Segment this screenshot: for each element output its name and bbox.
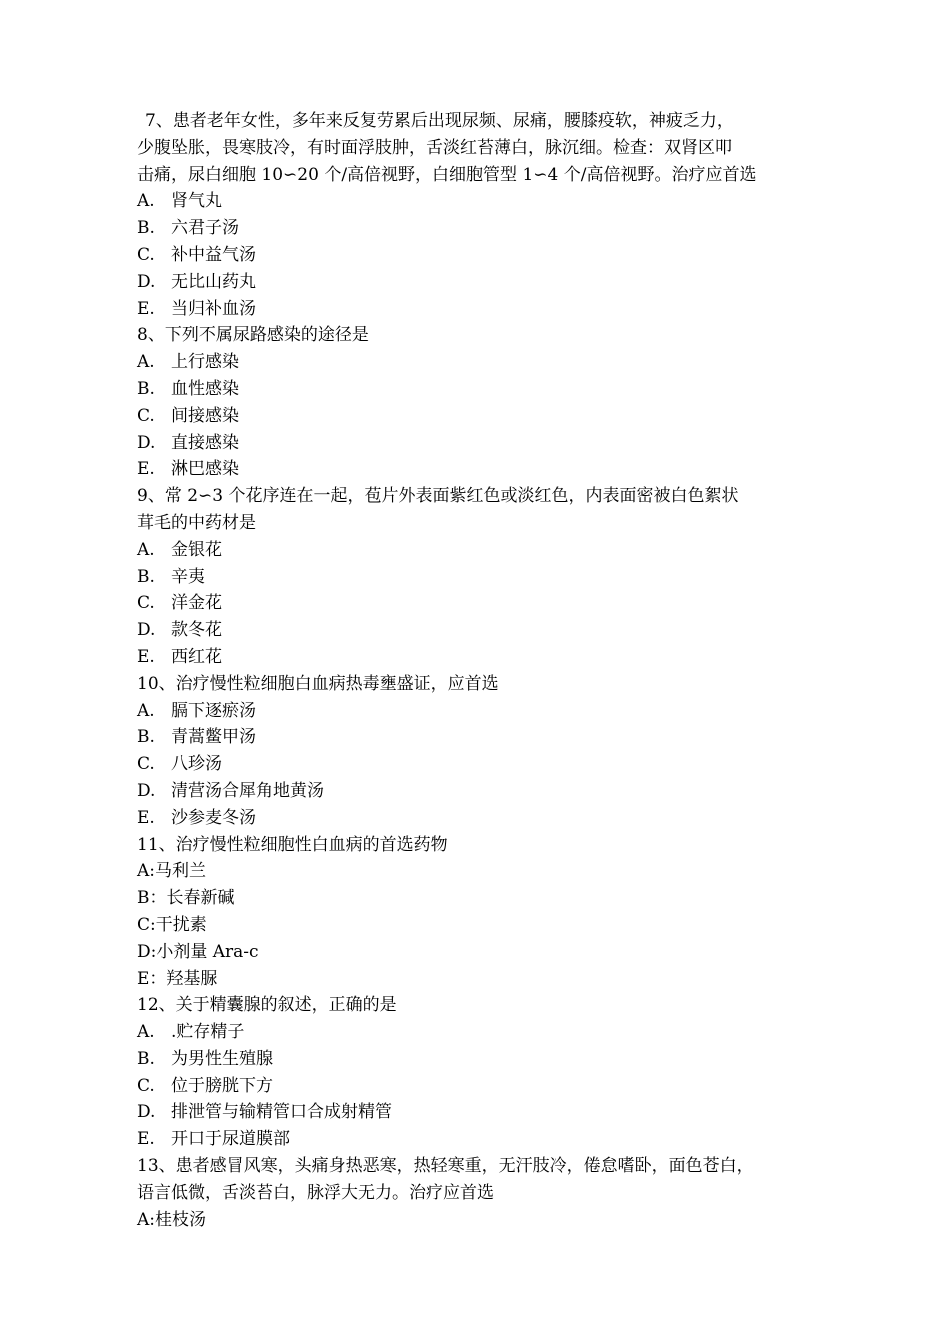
question-stem: 7、患者老年女性，多年来反复劳累后出现尿频、尿痛，腰膝疫软，神疲乏力，	[145, 111, 734, 131]
option-text: 金银花	[171, 539, 222, 560]
option-text: 无比山药丸	[171, 271, 256, 292]
option-text: 肾气丸	[171, 191, 222, 212]
option-text: 膈下逐瘀汤	[171, 700, 256, 721]
option-letter: C.	[137, 405, 155, 426]
option-b	[137, 885, 837, 912]
option-letter: E.	[137, 459, 155, 480]
option-b	[137, 1046, 837, 1073]
option-letter: A.	[137, 539, 155, 560]
option-text: 位于膀胱下方	[171, 1075, 273, 1096]
option-text: 六君子汤	[171, 218, 239, 239]
option-c	[137, 1073, 837, 1100]
option-letter: D.	[137, 432, 156, 453]
option-text: 马利兰	[155, 861, 207, 882]
question-stem: 语言低微，舌淡苔白，脉浮大无力。治疗应首选	[137, 1182, 494, 1203]
option-b	[137, 724, 837, 751]
option-text: 当归补血汤	[171, 298, 256, 319]
option-e	[137, 805, 837, 832]
option-text: 西红花	[171, 646, 222, 667]
question-stem: 12、关于精囊腺的叙述，正确的是	[137, 995, 397, 1016]
option-d	[137, 617, 837, 644]
option-d	[137, 269, 837, 296]
question-stem: 10、治疗慢性粒细胞白血病热毒壅盛证，应首选	[137, 673, 499, 694]
option-a	[137, 1019, 837, 1046]
option-text: 为男性生殖腺	[171, 1048, 273, 1069]
question-7	[137, 108, 837, 322]
option-b	[137, 215, 837, 242]
option-d	[137, 778, 837, 805]
question-stem: 击痛，尿白细胞 10∽20 个/高倍视野，白细胞管型 1∽4 个/高倍视野。治疗应首选	[137, 164, 757, 185]
option-text: 直接感染	[171, 432, 239, 453]
question-13	[137, 1153, 837, 1233]
option-e	[137, 1126, 837, 1153]
option-text: 沙参麦冬汤	[171, 807, 256, 828]
option-text: .贮存精子	[171, 1022, 245, 1043]
option-letter: D.	[137, 1102, 156, 1123]
option-a	[137, 858, 837, 885]
option-letter: D.	[137, 271, 156, 292]
option-e	[137, 296, 837, 323]
option-letter: E.	[137, 807, 155, 828]
question-11	[137, 832, 837, 993]
option-c	[137, 590, 837, 617]
option-letter: C.	[137, 1075, 155, 1096]
option-letter: A.	[137, 1022, 155, 1043]
option-letter: A.	[137, 352, 155, 373]
option-c	[137, 751, 837, 778]
option-letter: E.	[137, 1129, 155, 1150]
option-letter: C:	[137, 914, 156, 935]
option-text: 桂枝汤	[155, 1209, 207, 1230]
option-d	[137, 430, 837, 457]
option-letter: D.	[137, 620, 156, 641]
option-text: 干扰素	[155, 914, 207, 935]
question-9	[137, 483, 837, 671]
question-stem: 茸毛的中药材是	[137, 512, 256, 533]
option-letter: A:	[137, 1209, 156, 1230]
option-letter: B：	[137, 888, 167, 909]
option-text: 辛夷	[171, 566, 205, 587]
option-d	[137, 1099, 837, 1126]
option-letter: C.	[137, 244, 155, 265]
option-letter: E.	[137, 646, 155, 667]
option-letter: C.	[137, 754, 155, 775]
option-text: 间接感染	[171, 405, 239, 426]
question-stem: 11、治疗慢性粒细胞性白血病的首选药物	[137, 834, 448, 855]
option-letter: C.	[137, 593, 155, 614]
option-c	[137, 403, 837, 430]
option-letter: A.	[137, 700, 155, 721]
option-text: 羟基脲	[166, 968, 218, 989]
option-text: 小剂量 Ara-c	[156, 941, 259, 962]
question-12	[137, 992, 837, 1153]
option-letter: B.	[137, 566, 155, 587]
option-text: 长春新碱	[166, 888, 235, 909]
option-e	[137, 456, 837, 483]
option-b	[137, 376, 837, 403]
option-c	[137, 242, 837, 269]
option-text: 洋金花	[171, 593, 222, 614]
option-text: 开口于尿道膜部	[171, 1129, 290, 1150]
option-a	[137, 188, 837, 215]
option-letter: E.	[137, 298, 155, 319]
option-text: 上行感染	[171, 352, 239, 373]
option-a	[137, 698, 837, 725]
option-text: 清营汤合犀角地黄汤	[171, 780, 324, 801]
question-list	[137, 108, 837, 1233]
question-10	[137, 671, 837, 832]
option-b	[137, 564, 837, 591]
option-c	[137, 912, 837, 939]
option-a	[137, 537, 837, 564]
option-text: 排泄管与输精管口合成射精管	[171, 1102, 392, 1123]
option-letter: D.	[137, 780, 156, 801]
question-stem: 少腹坠胀，畏寒肢冷，有时面浮肢肿，舌淡红苔薄白，脉沉细。检查：双肾区叩	[137, 137, 732, 158]
option-letter: B.	[137, 727, 155, 748]
option-text: 血性感染	[171, 378, 239, 399]
question-stem: 8、下列不属尿路感染的途径是	[137, 325, 369, 346]
option-e	[137, 966, 837, 993]
question-stem: 13、患者感冒风寒，头痛身热恶寒，热轻寒重，无汗肢冷，倦怠嗜卧，面色苍白，	[137, 1156, 754, 1177]
option-letter: B.	[137, 378, 155, 399]
option-e	[137, 644, 837, 671]
option-letter: E：	[137, 968, 167, 989]
option-text: 青蒿鳖甲汤	[171, 727, 256, 748]
option-text: 款冬花	[171, 620, 222, 641]
option-d	[137, 939, 837, 966]
option-a	[137, 349, 837, 376]
option-letter: B.	[137, 218, 155, 239]
question-8	[137, 322, 837, 483]
question-stem: 9、常 2∽3 个花序连在一起，苞片外表面紫红色或淡红色，内表面密被白色絮状	[137, 486, 739, 507]
option-letter: B.	[137, 1048, 155, 1069]
option-text: 补中益气汤	[171, 244, 256, 265]
option-letter: D:	[137, 941, 157, 962]
option-text: 八珍汤	[171, 754, 222, 775]
option-letter: A.	[137, 191, 155, 212]
option-letter: A:	[137, 861, 156, 882]
option-a	[137, 1207, 837, 1234]
option-text: 淋巴感染	[171, 459, 239, 480]
